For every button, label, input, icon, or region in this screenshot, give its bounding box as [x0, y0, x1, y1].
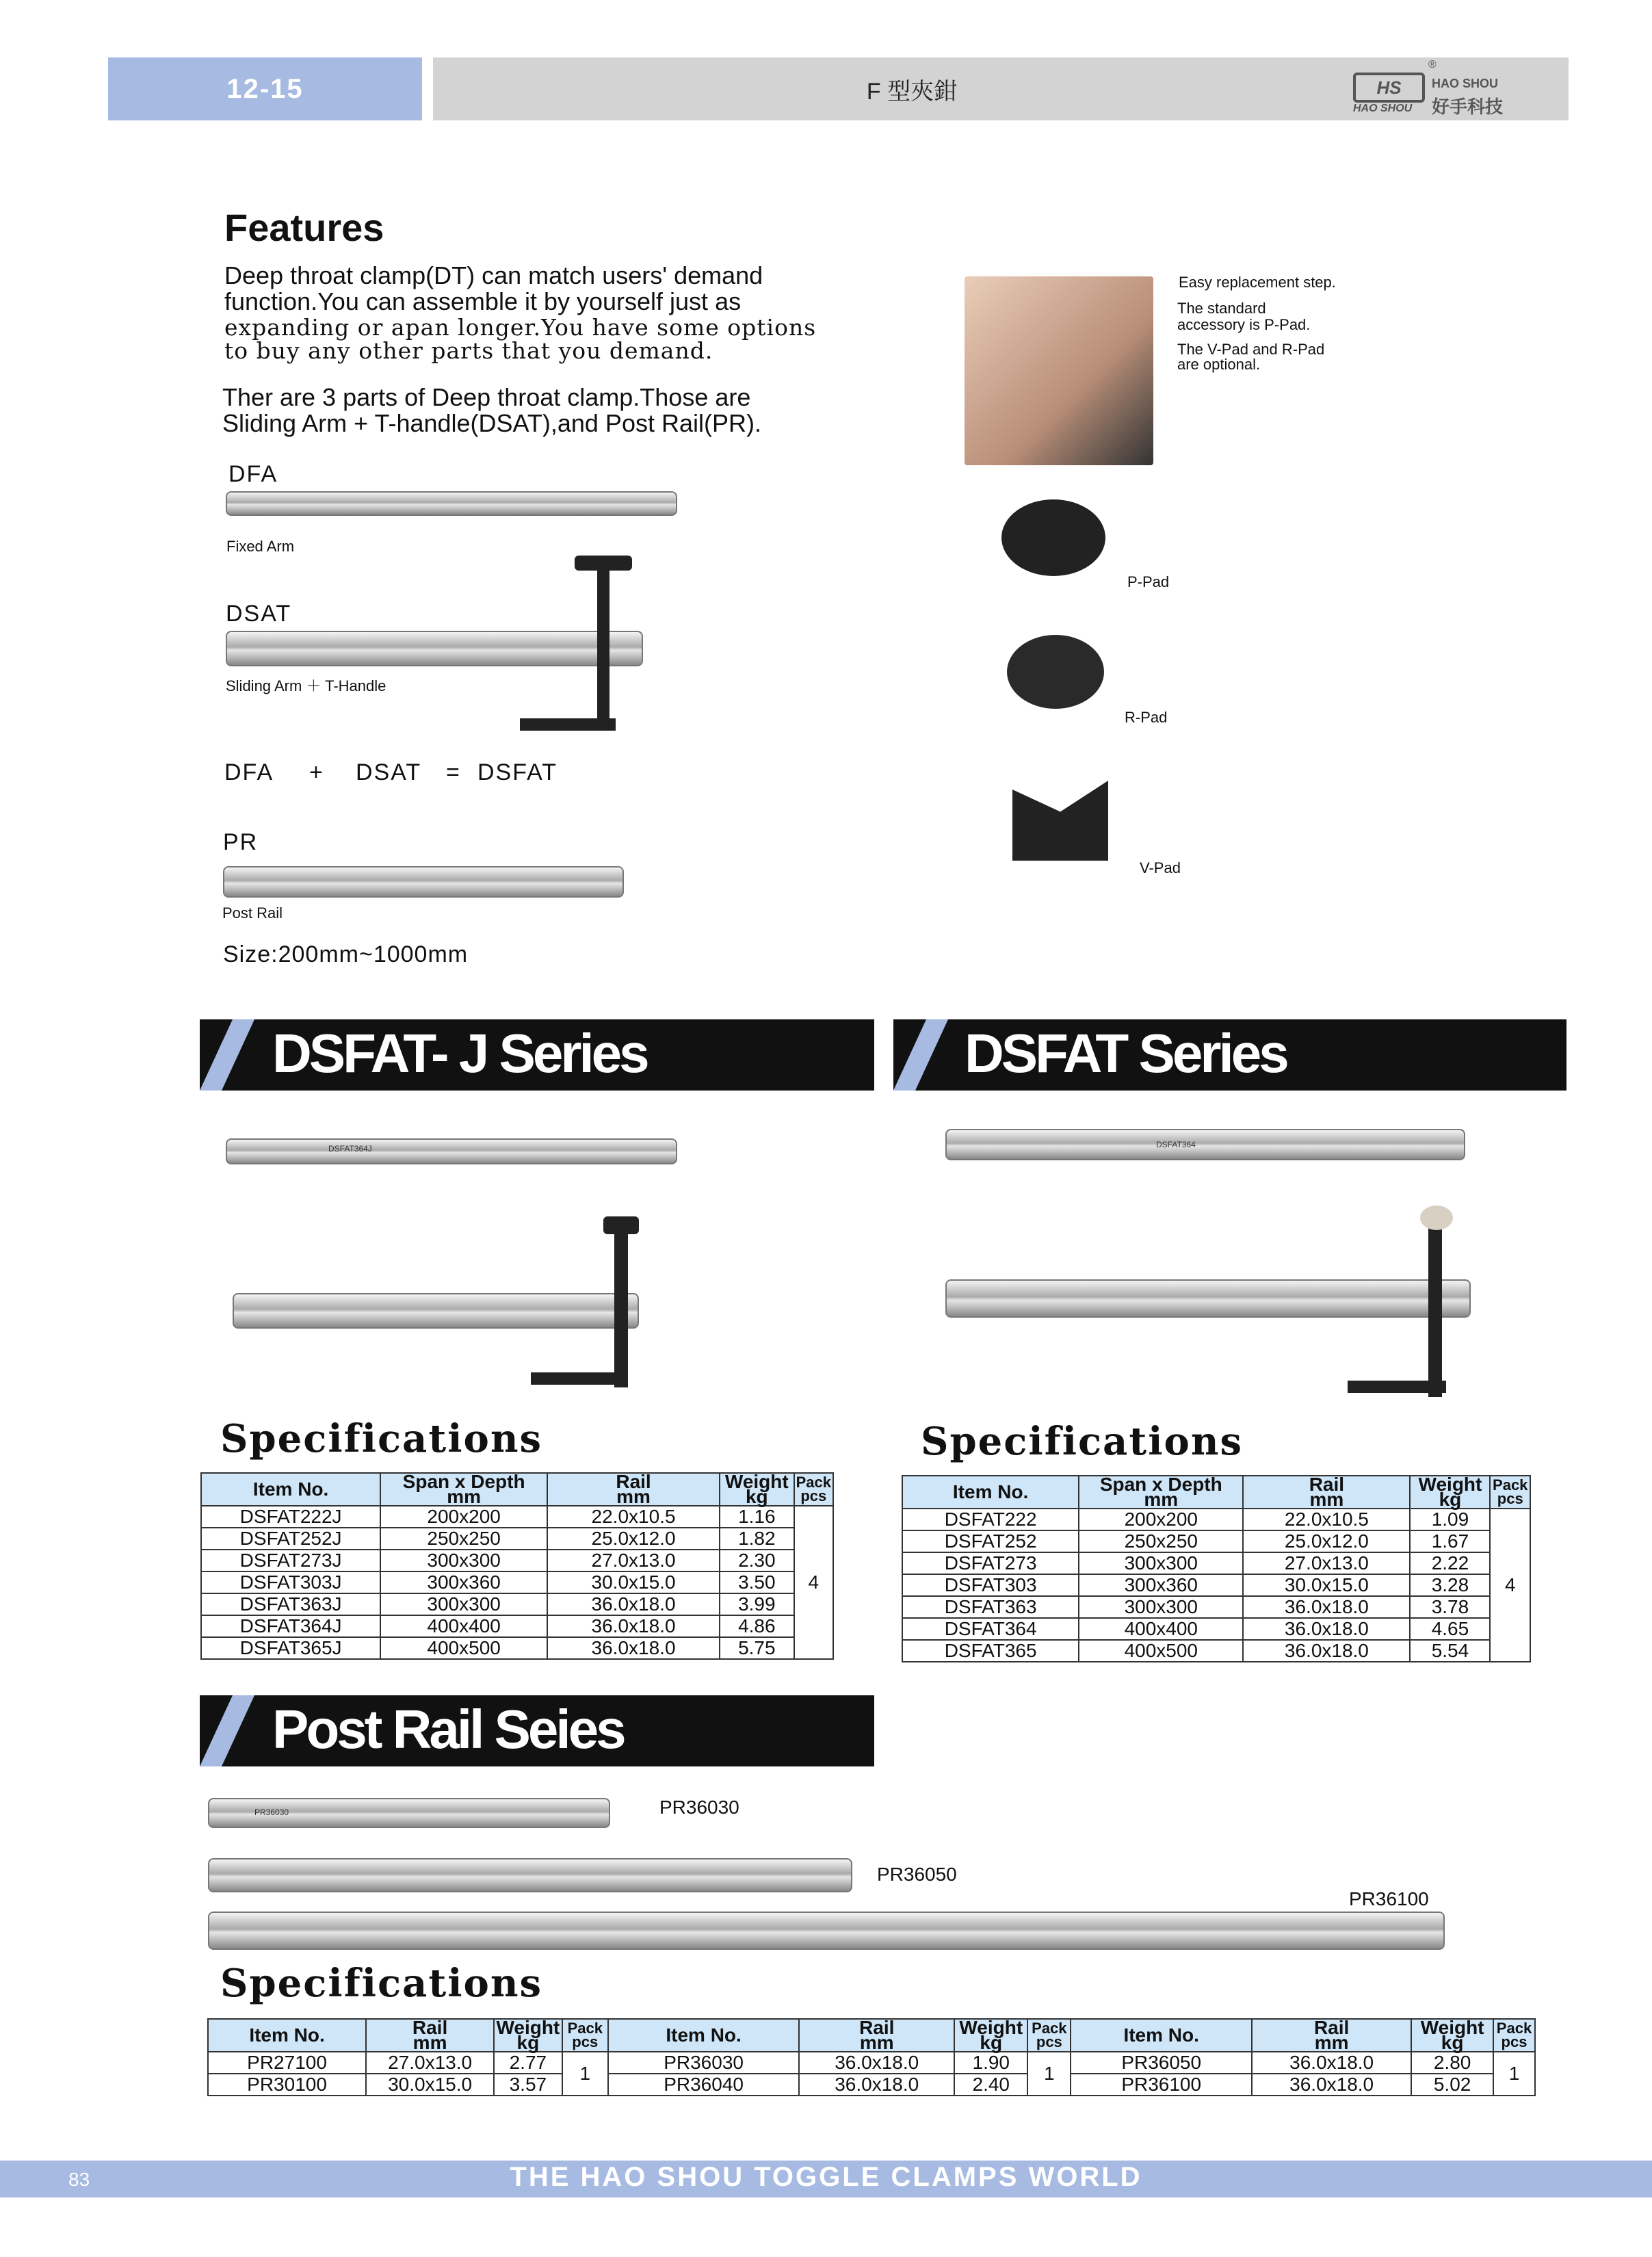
table-cell: 4.65	[1410, 1618, 1490, 1640]
table-row	[902, 1574, 1530, 1596]
table-cell: 1.90	[954, 2052, 1027, 2074]
col-weight	[720, 1473, 794, 1506]
table-cell: 27.0x13.0	[547, 1550, 720, 1571]
table-row	[208, 2052, 1535, 2074]
table-cell: DSFAT365J	[201, 1637, 380, 1659]
dsfat-fixed-arm-image	[945, 1129, 1465, 1160]
dfa-label: DFA	[228, 461, 278, 487]
j-table-body	[201, 1506, 833, 1659]
col-pack-unit: pcs	[800, 1487, 827, 1504]
table-cell: 1.16	[720, 1506, 794, 1528]
spec-heading-pr: Specifications	[220, 1961, 543, 2006]
col-rail-label: Rail	[616, 1471, 651, 1492]
equation-plus: +	[309, 759, 324, 785]
col-rail-3	[1252, 2019, 1411, 2052]
table-cell: 1.82	[720, 1528, 794, 1550]
table-cell: DSFAT364	[902, 1618, 1079, 1640]
table-cell: PR36040	[608, 2074, 799, 2096]
table-cell: 2.40	[954, 2074, 1027, 2096]
col-weight-label: Weight	[496, 2017, 560, 2038]
post-rail-caption: Post Rail	[222, 904, 283, 922]
col-rail-unit: mm	[412, 2032, 447, 2053]
col-weight-unit: kg	[516, 2032, 540, 2053]
table-cell: 30.0x15.0	[547, 1571, 720, 1593]
table-cell: PR36050	[1071, 2052, 1252, 2074]
col-rail-unit: mm	[1314, 2032, 1349, 2053]
table-cell: 36.0x18.0	[1252, 2074, 1411, 2096]
r-pad-label: R-Pad	[1125, 709, 1168, 726]
col-weight-unit: kg	[745, 1486, 768, 1507]
col-weight-label: Weight	[1418, 1474, 1482, 1495]
table-cell: 36.0x18.0	[1243, 1618, 1410, 1640]
table-cell: 27.0x13.0	[366, 2052, 494, 2074]
logo-english-small: HAO SHOU	[1353, 103, 1413, 114]
dsfat-table-body	[902, 1509, 1530, 1662]
table-cell: 5.54	[1410, 1640, 1490, 1662]
spec-heading-dsfat: Specifications	[921, 1419, 1244, 1464]
size-range: Size:200mm~1000mm	[223, 941, 469, 967]
table-row	[902, 1552, 1530, 1574]
col-pack-label: Pack	[1496, 2020, 1532, 2037]
table-cell: 36.0x18.0	[799, 2074, 954, 2096]
table-cell: DSFAT252J	[201, 1528, 380, 1550]
table-row	[902, 1509, 1530, 1530]
col-rail-1	[366, 2019, 494, 2052]
header-bar	[433, 57, 1569, 120]
table-row	[201, 1550, 833, 1571]
spec-heading-j: Specifications	[220, 1416, 543, 1461]
table-cell: DSFAT252	[902, 1530, 1079, 1552]
table-cell: 25.0x12.0	[1243, 1530, 1410, 1552]
t-handle-grip-image	[520, 718, 616, 731]
table-cell: 36.0x18.0	[799, 2052, 954, 2074]
col-weight-3	[1411, 2019, 1493, 2052]
page-range: 12-15	[226, 73, 304, 104]
features-line-1: Deep throat clamp(DT) can match users' demand	[224, 261, 763, 289]
r-pad-image	[1007, 635, 1104, 709]
pack-cell: 1	[562, 2052, 608, 2096]
rail-label-pr36030: PR36030	[659, 1797, 739, 1818]
table-cell: 400x400	[1079, 1618, 1243, 1640]
table-cell: 36.0x18.0	[547, 1637, 720, 1659]
dsfat-fixed-arm-mark: DSFAT364	[1156, 1140, 1196, 1149]
j-spec-table	[200, 1472, 834, 1660]
page-title: F 型夾鉗	[866, 79, 958, 105]
table-cell: DSFAT222J	[201, 1506, 380, 1528]
post-rail-banner	[200, 1695, 874, 1766]
table-cell: 36.0x18.0	[1243, 1596, 1410, 1618]
dsfat-series-banner	[893, 1019, 1566, 1091]
col-rail-label: Rail	[1313, 2017, 1350, 2038]
table-cell: 5.75	[720, 1637, 794, 1659]
table-cell: 400x500	[380, 1637, 547, 1659]
rail-pr36100-image	[208, 1912, 1445, 1950]
col-span-unit: mm	[447, 1486, 482, 1507]
col-weight-label: Weight	[1420, 2017, 1484, 2038]
v-pad-label: V-Pad	[1140, 859, 1181, 876]
table-cell: 200x200	[380, 1506, 547, 1528]
features-line-4: to buy any other parts that you demand.	[224, 337, 713, 364]
features-line-5: Ther are 3 parts of Deep throat clamp.Those are	[222, 383, 751, 411]
table-cell: 1.09	[1410, 1509, 1490, 1530]
pack-cell: 4	[1490, 1509, 1530, 1662]
table-cell: PR27100	[208, 2052, 366, 2074]
v-pad-image	[1012, 772, 1108, 861]
col-pack-1	[562, 2019, 608, 2052]
table-row	[201, 1571, 833, 1593]
table-cell: 3.57	[494, 2074, 562, 2096]
table-cell: 30.0x15.0	[1243, 1574, 1410, 1596]
col-rail-2	[799, 2019, 954, 2052]
pack-cell: 4	[794, 1506, 833, 1659]
col-item-2: Item No.	[608, 2019, 799, 2052]
equation-dfa: DFA	[224, 759, 274, 785]
table-cell: DSFAT273J	[201, 1550, 380, 1571]
p-pad-label: P-Pad	[1127, 573, 1170, 590]
table-cell: 22.0x10.5	[1243, 1509, 1410, 1530]
rail-pr36050-image	[208, 1858, 852, 1892]
sliding-arm-image	[226, 631, 643, 666]
table-cell: 400x400	[380, 1615, 547, 1637]
col-rail-unit: mm	[616, 1486, 651, 1507]
col-span	[380, 1473, 547, 1506]
col-rail	[1243, 1476, 1410, 1509]
col-item: Item No.	[201, 1473, 380, 1506]
table-cell: 36.0x18.0	[1252, 2052, 1411, 2074]
table-cell: 400x500	[1079, 1640, 1243, 1662]
table-cell: 250x250	[380, 1528, 547, 1550]
col-pack-label: Pack	[796, 1474, 831, 1491]
j-handle-image	[531, 1372, 622, 1385]
table-cell: 3.28	[1410, 1574, 1490, 1596]
features-line-2: function.You can assemble it by yourself just as	[224, 287, 742, 315]
table-cell: DSFAT303	[902, 1574, 1079, 1596]
col-weight-unit: kg	[1441, 2032, 1464, 2053]
col-rail-label: Rail	[859, 2017, 895, 2038]
equation-equals: =	[446, 759, 461, 785]
col-pack-unit: pcs	[1497, 1490, 1523, 1507]
sliding-arm-caption: Sliding Arm ＋ T-Handle	[226, 677, 386, 694]
table-cell: 3.99	[720, 1593, 794, 1615]
col-weight-1	[494, 2019, 562, 2052]
col-item: Item No.	[902, 1476, 1079, 1509]
j-screw-image	[614, 1216, 628, 1387]
table-cell: 22.0x10.5	[547, 1506, 720, 1528]
col-weight-label: Weight	[724, 1471, 789, 1492]
col-pack-2	[1027, 2019, 1071, 2052]
col-rail	[547, 1473, 720, 1506]
pad-note-2a: The standard	[1177, 300, 1266, 317]
col-pack-unit: pcs	[1501, 2033, 1528, 2050]
features-line-3: expanding or apan longer.You have some options	[224, 314, 817, 341]
table-cell: 36.0x18.0	[547, 1593, 720, 1615]
j-sliding-arm-image	[233, 1293, 639, 1329]
col-item-3: Item No.	[1071, 2019, 1252, 2052]
table-row	[201, 1506, 833, 1528]
table-cell: 25.0x12.0	[547, 1528, 720, 1550]
table-cell: 200x200	[1079, 1509, 1243, 1530]
table-cell: DSFAT303J	[201, 1571, 380, 1593]
table-cell: DSFAT365	[902, 1640, 1079, 1662]
page-number: 83	[68, 2169, 90, 2190]
registered-mark: ®	[1428, 59, 1437, 70]
pr-label: PR	[223, 829, 259, 855]
equation-dsfat: DSFAT	[477, 759, 558, 785]
rail-mark: PR36030	[254, 1808, 289, 1817]
logo-english: HAO SHOU	[1432, 77, 1499, 90]
post-rail-image	[223, 866, 624, 898]
j-series-banner	[200, 1019, 874, 1091]
j-pad-image	[603, 1216, 639, 1234]
table-cell: PR30100	[208, 2074, 366, 2096]
col-rail-label: Rail	[412, 2017, 448, 2038]
table-row	[208, 2074, 1535, 2096]
table-cell: PR36030	[608, 2052, 799, 2074]
table-cell: 300x300	[380, 1550, 547, 1571]
page-range-tab	[108, 57, 422, 120]
table-cell: PR36100	[1071, 2074, 1252, 2096]
table-cell: 2.77	[494, 2052, 562, 2074]
pack-cell: 1	[1027, 2052, 1071, 2096]
col-span-label: Span x Depth	[402, 1471, 525, 1492]
post-rail-title: Post Rail Seies	[272, 1699, 624, 1760]
col-pack-label: Pack	[567, 2020, 603, 2037]
table-cell: DSFAT273	[902, 1552, 1079, 1574]
table-cell: 36.0x18.0	[547, 1615, 720, 1637]
table-cell: 300x300	[1079, 1552, 1243, 1574]
table-row	[902, 1640, 1530, 1662]
table-cell: 5.02	[1411, 2074, 1493, 2096]
table-cell: 30.0x15.0	[366, 2074, 494, 2096]
table-cell: 1.67	[1410, 1530, 1490, 1552]
table-cell: 300x360	[380, 1571, 547, 1593]
dsat-label: DSAT	[226, 601, 292, 627]
col-pack-3	[1493, 2019, 1535, 2052]
table-row	[201, 1637, 833, 1659]
table-cell: DSFAT363	[902, 1596, 1079, 1618]
table-cell: 300x300	[1079, 1596, 1243, 1618]
col-span	[1079, 1476, 1243, 1509]
table-row	[902, 1618, 1530, 1640]
table-cell: 250x250	[1079, 1530, 1243, 1552]
fixed-arm-image	[226, 491, 677, 516]
pad-note-3b: are optional.	[1177, 356, 1261, 373]
table-cell: DSFAT363J	[201, 1593, 380, 1615]
p-pad-image	[1001, 499, 1105, 576]
table-cell: 300x300	[380, 1593, 547, 1615]
t-handle-screw-image	[597, 556, 609, 728]
pr-table-body	[208, 2052, 1535, 2096]
col-pack	[794, 1473, 833, 1506]
col-pack-unit: pcs	[1036, 2033, 1062, 2050]
pad-note-1: Easy replacement step.	[1179, 274, 1336, 291]
col-weight-label: Weight	[959, 2017, 1023, 2038]
features-line-6: Sliding Arm + T-handle(DSAT),and Post Rail(PR).	[222, 409, 761, 437]
pack-cell: 1	[1493, 2052, 1535, 2096]
table-cell: 300x360	[1079, 1574, 1243, 1596]
equation-dsat: DSAT	[356, 759, 422, 785]
dsfat-spec-table	[902, 1475, 1531, 1662]
logo-chinese: 好手科技	[1432, 96, 1504, 117]
table-row	[201, 1528, 833, 1550]
j-fixed-arm-image	[226, 1138, 677, 1164]
table-cell: 27.0x13.0	[1243, 1552, 1410, 1574]
brand-logo-icon: HS	[1353, 73, 1425, 103]
col-weight-2	[954, 2019, 1027, 2052]
col-pack-label: Pack	[1032, 2020, 1067, 2037]
col-weight-unit: kg	[980, 2032, 1003, 2053]
col-span-unit: mm	[1144, 1489, 1179, 1510]
table-cell: 2.22	[1410, 1552, 1490, 1574]
table-cell: 2.30	[720, 1550, 794, 1571]
dsfat-series-title: DSFAT Series	[965, 1023, 1287, 1084]
dsfat-pad-image	[1420, 1205, 1453, 1230]
pad-note-3a: The V-Pad and R-Pad	[1177, 341, 1325, 358]
table-cell: 36.0x18.0	[1243, 1640, 1410, 1662]
table-row	[201, 1615, 833, 1637]
col-weight	[1410, 1476, 1490, 1509]
table-cell: 3.78	[1410, 1596, 1490, 1618]
col-rail-unit: mm	[859, 2032, 894, 2053]
table-cell: DSFAT222	[902, 1509, 1079, 1530]
pad-note-2b: accessory is P-Pad.	[1177, 316, 1311, 333]
col-weight-unit: kg	[1439, 1489, 1462, 1510]
col-pack	[1490, 1476, 1530, 1509]
rail-label-pr36100: PR36100	[1349, 1888, 1429, 1909]
col-pack-unit: pcs	[572, 2033, 599, 2050]
t-handle-pad-image	[575, 556, 632, 571]
table-cell: 3.50	[720, 1571, 794, 1593]
pr-spec-table	[207, 2018, 1536, 2096]
col-span-label: Span x Depth	[1099, 1474, 1222, 1495]
j-fixed-arm-mark: DSFAT364J	[328, 1144, 372, 1153]
table-cell: DSFAT364J	[201, 1615, 380, 1637]
table-cell: 4.86	[720, 1615, 794, 1637]
col-rail-label: Rail	[1309, 1474, 1345, 1495]
table-row	[902, 1530, 1530, 1552]
col-pack-label: Pack	[1493, 1476, 1528, 1493]
footer-text: THE HAO SHOU TOGGLE CLAMPS WORLD	[510, 2162, 1142, 2192]
table-row	[201, 1593, 833, 1615]
dsfat-handle-image	[1348, 1381, 1446, 1393]
rail-label-pr36050: PR36050	[877, 1864, 957, 1885]
features-heading: Features	[224, 206, 384, 249]
col-item-1: Item No.	[208, 2019, 366, 2052]
table-cell: 2.80	[1411, 2052, 1493, 2074]
table-row	[902, 1596, 1530, 1618]
fixed-arm-caption: Fixed Arm	[226, 538, 295, 555]
col-rail-unit: mm	[1309, 1489, 1344, 1510]
dsfat-screw-image	[1428, 1219, 1442, 1397]
dsfat-sliding-arm-image	[945, 1279, 1471, 1318]
j-series-title: DSFAT- J Series	[272, 1023, 647, 1084]
pad-replacement-photo	[965, 276, 1153, 465]
